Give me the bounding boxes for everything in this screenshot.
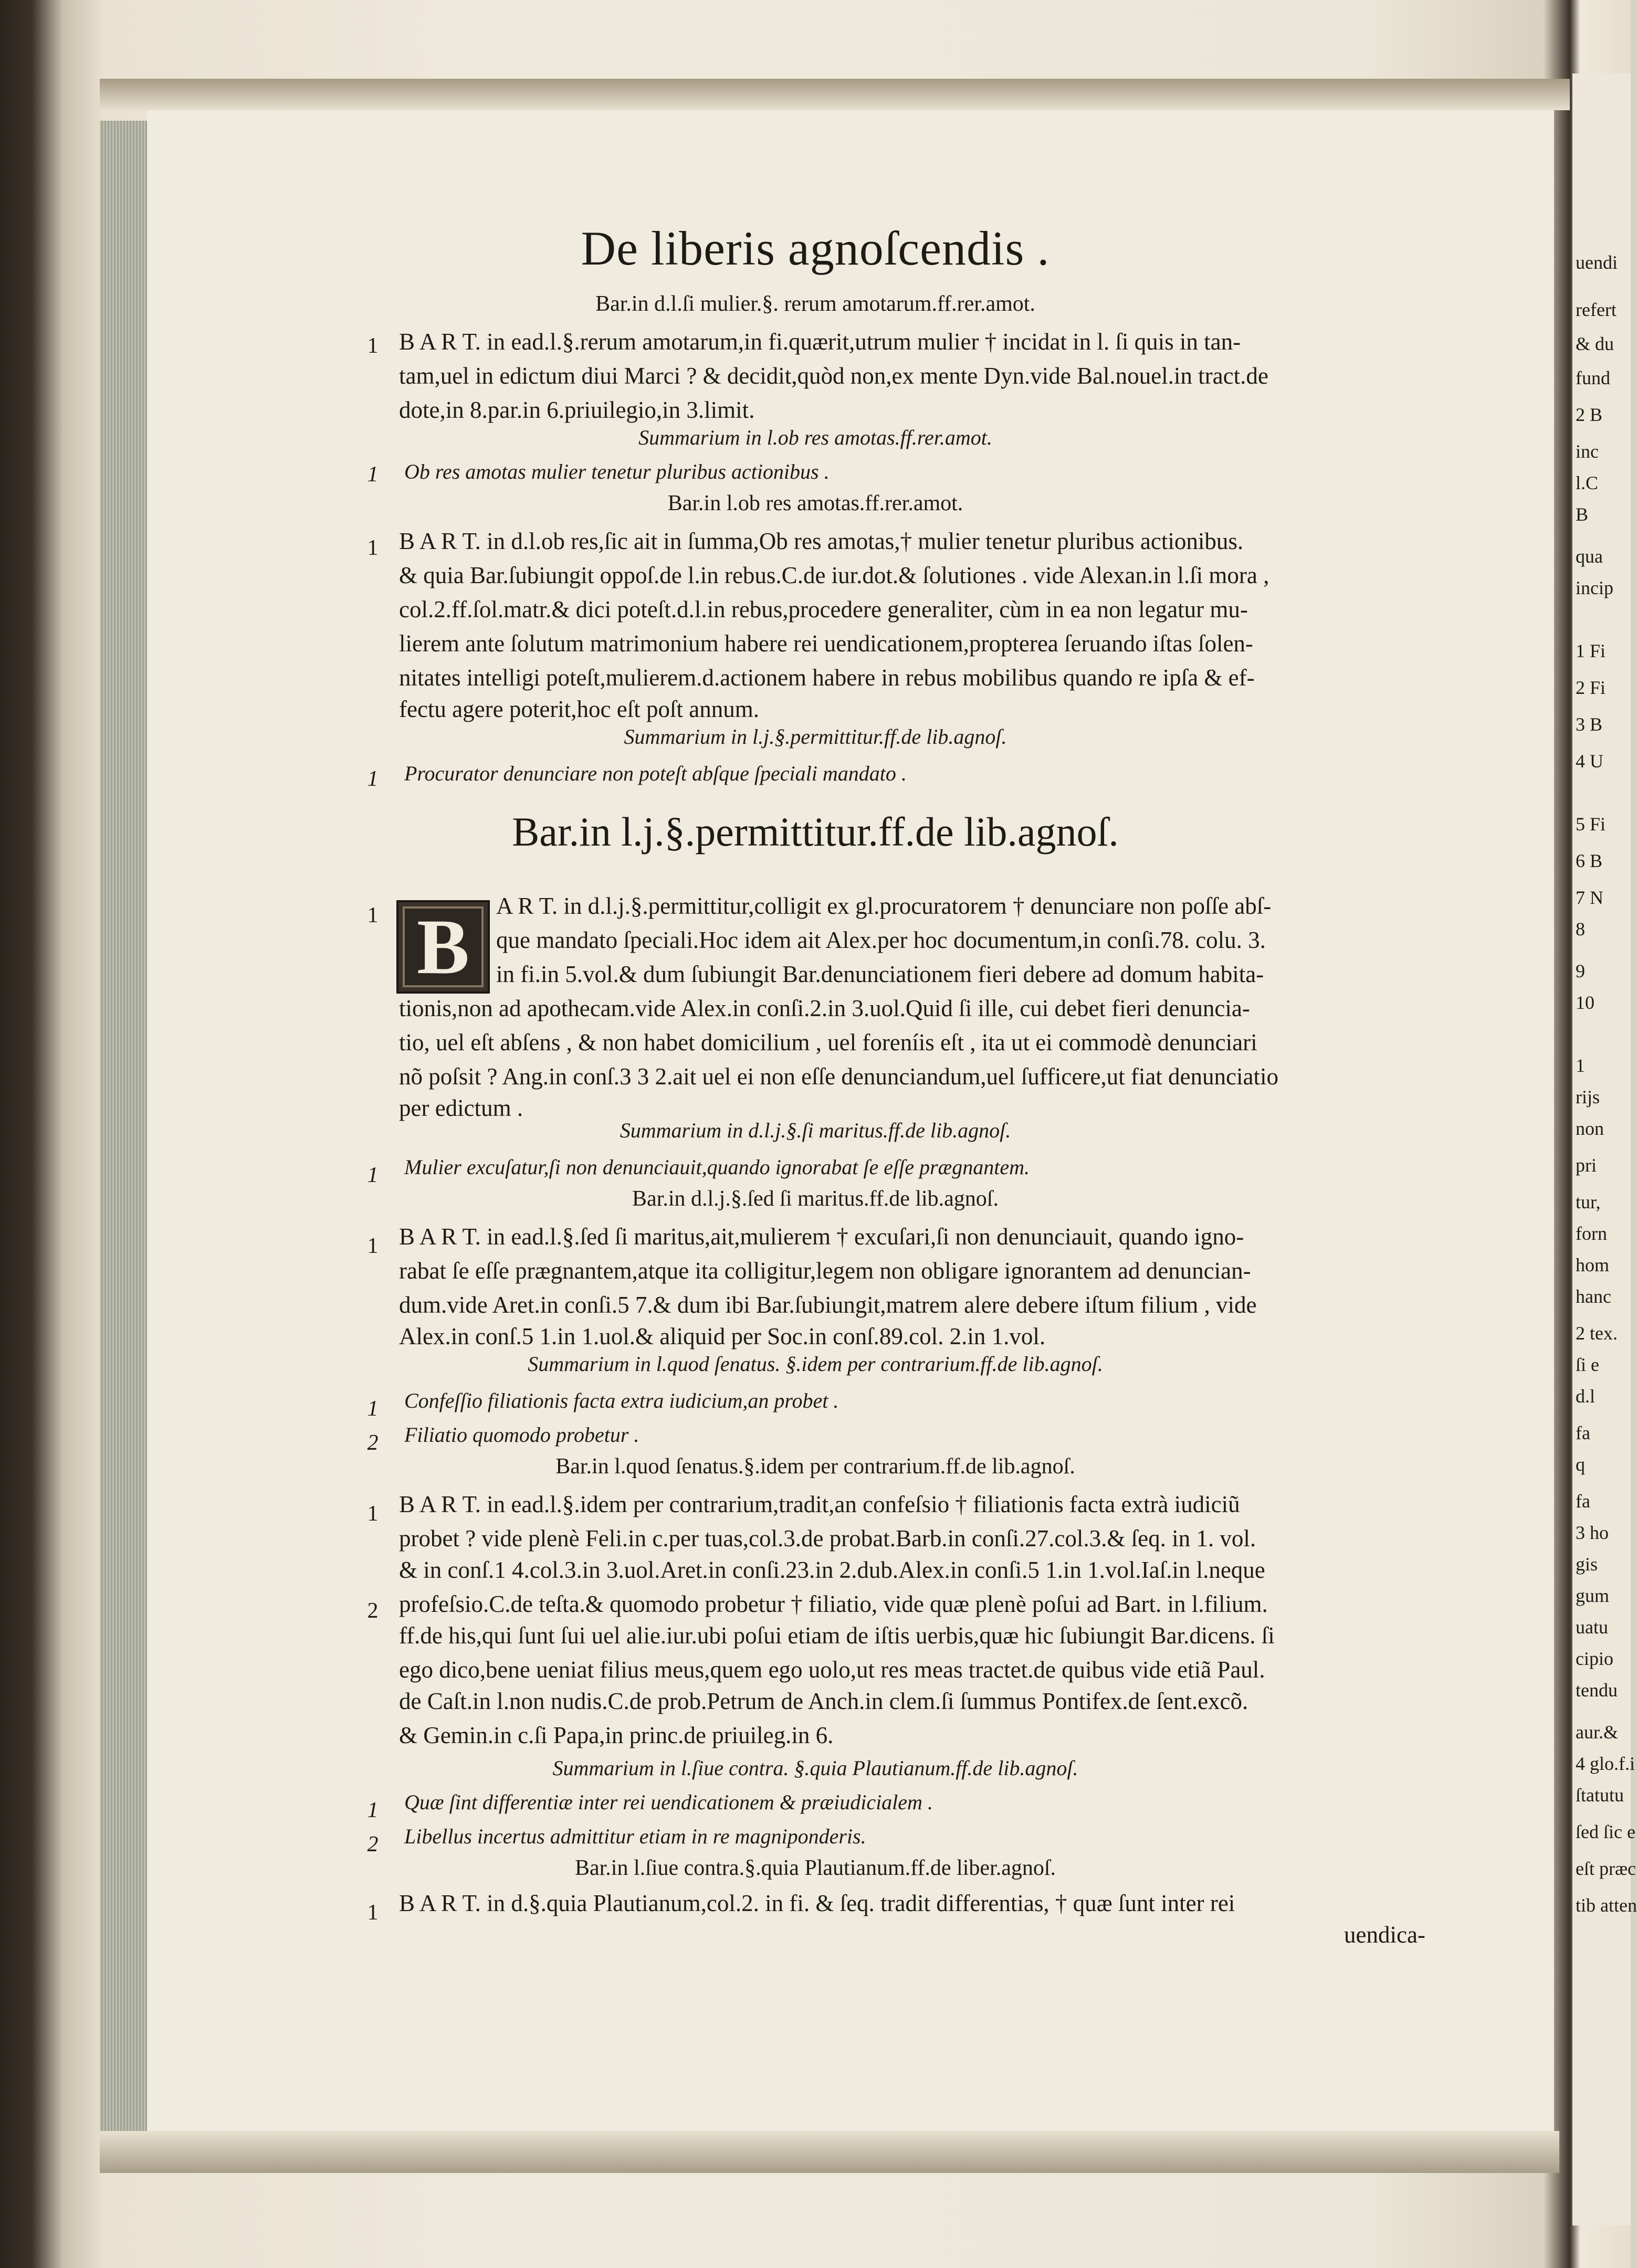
- facing-page-text: gum: [1576, 1585, 1610, 1606]
- note-number: 1: [367, 767, 379, 791]
- facing-page-text: aur.&: [1576, 1722, 1618, 1743]
- facing-page-text: 8: [1576, 919, 1585, 940]
- text-line: & Gemin.in c.ſi Papa,in princ.de priuileg.in 6.: [399, 1722, 834, 1748]
- page-title: De liberis agnoſcendis .: [581, 221, 1050, 275]
- summary-heading: Summarium in d.l.j.§.ſi maritus.ff.de lib.agnoſ.: [620, 1119, 1011, 1142]
- section-heading: Bar.in l.quod ſenatus.§.idem per contrarium.ff.de lib.agnoſ.: [555, 1454, 1075, 1479]
- summary-heading: Summarium in l.quod ſenatus. §.idem per contrarium.ff.de lib.agnoſ.: [528, 1352, 1103, 1376]
- facing-page-text: 2 tex.: [1576, 1323, 1618, 1344]
- margin-number: 1: [367, 1234, 379, 1258]
- facing-page-text: 1: [1576, 1055, 1585, 1076]
- text-line: de Caſt.in l.non nudis.C.de prob.Petrum de Anch.in clem.ſi ſummus Pontifex.de ſent.excõ.: [399, 1688, 1248, 1714]
- text-line: ff.de his,qui ſunt ſui uel alie.iur.ubi poſui etiam de iſtis uerbis,quæ hic ſubiungit Bar.dicens. ſi: [399, 1622, 1275, 1649]
- facing-page-text: 6 B: [1576, 850, 1603, 871]
- text-line: in fi.in 5.vol.& dum ſubiungit Bar.denunciationem fieri debere ad domum habita-: [496, 961, 1264, 987]
- summary-note: Mulier excuſatur,ſi non denunciauit,quando ignorabat ſe eſſe prægnantem.: [404, 1155, 1030, 1179]
- margin-number: 1: [367, 903, 379, 927]
- facing-page-text: pri: [1576, 1155, 1597, 1176]
- section-heading-large: Bar.in l.j.§.permittitur.ff.de lib.agnoſ.: [512, 809, 1119, 855]
- facing-page-text: l.C: [1576, 472, 1599, 493]
- facing-page-text: gis: [1576, 1554, 1598, 1575]
- note-number: 2: [367, 1431, 379, 1455]
- facing-page-text: ſtatutu: [1576, 1785, 1624, 1806]
- facing-page-text: 2 B: [1576, 404, 1603, 425]
- summary-note: Ob res amotas mulier tenetur pluribus actionibus .: [404, 460, 830, 483]
- facing-page-fragment: [1572, 73, 1637, 2225]
- text-line: rabat ſe eſſe prægnantem,atque ita colligitur,legem non obligare ignorantem ad denuncian-: [399, 1258, 1251, 1284]
- facing-page-text: 3 B: [1576, 714, 1603, 735]
- text-line: Alex.in conſ.5 1.in 1.uol.& aliquid per Soc.in conſ.89.col. 2.in 1.vol.: [399, 1323, 1046, 1349]
- facing-page-text: d.l: [1576, 1386, 1596, 1407]
- facing-page-text: 2 Fi: [1576, 677, 1606, 698]
- facing-page-text: forn: [1576, 1223, 1607, 1244]
- note-number: 1: [367, 1798, 379, 1822]
- text-line: fectu agere poterit,hoc eſt poſt annum.: [399, 696, 759, 722]
- text-line: col.2.ff.ſol.matr.& dici poteſt.d.l.in rebus,procedere generaliter, cùm in ea non legatur mu-: [399, 596, 1248, 623]
- margin-number: 1: [367, 536, 379, 560]
- summary-heading: Summarium in l.ob res amotas.ff.rer.amot.: [638, 426, 992, 449]
- facing-page-text: tur,: [1576, 1191, 1601, 1212]
- facing-page-text: 7 N: [1576, 887, 1603, 908]
- facing-page-text: refert: [1576, 299, 1617, 320]
- facing-page-text: 3 ho: [1576, 1522, 1609, 1543]
- facing-page-text: inc: [1576, 441, 1599, 462]
- text-line: B A R T. in d.§.quia Plautianum,col.2. in fi. & ſeq. tradit differentias, † quæ ſunt inter rei: [399, 1890, 1235, 1916]
- text-line: lierem ante ſolutum matrimonium habere rei uendicationem,propterea ſeruando iſtas ſolen-: [399, 630, 1253, 657]
- text-line: que mandato ſpeciali.Hoc idem ait Alex.per hoc documentum,in conſi.78. colu. 3.: [496, 927, 1266, 953]
- facing-page-text: non: [1576, 1118, 1604, 1139]
- text-line: A R T. in d.l.j.§.permittitur,colligit ex gl.procuratorem † denunciare non poſſe abſ-: [496, 893, 1272, 919]
- facing-page-text: incip: [1576, 577, 1613, 598]
- text-line: nõ poſsit ? Ang.in conſ.3 3 2.ait uel ei non eſſe denunciandum,uel ſufficere,ut fiat denunciatio: [399, 1063, 1278, 1090]
- text-line: B A R T. in ead.l.§.rerum amotarum,in fi.quærit,utrum mulier † incidat in l. ſi quis in tan-: [399, 329, 1241, 355]
- summary-note: Libellus incertus admittitur etiam in re magniponderis.: [404, 1824, 866, 1848]
- text-line: tam,uel in edictum diui Marci ? & decidit,quòd non,ex mente Dyn.vide Bal.nouel.in tract.de: [399, 363, 1268, 389]
- section-heading: Bar.in l.ſiue contra.§.quia Plautianum.ff.de liber.agnoſ.: [574, 1856, 1056, 1880]
- facing-page-text: tib atten: [1576, 1895, 1637, 1916]
- facing-page-text: fa: [1576, 1422, 1590, 1443]
- facing-page-text: 5 Fi: [1576, 814, 1606, 835]
- margin-number: 2: [367, 1599, 379, 1623]
- text-line: tionis,non ad apothecam.vide Alex.in conſi.2.in 3.uol.Quid ſi ille, cui debet fieri denuncia-: [399, 995, 1250, 1021]
- margin-number: 1: [367, 1502, 379, 1526]
- text-line: tio, uel eſt abſens , & non habet domicilium , uel foreníis eſt , ita ut ei commodè denunciari: [399, 1029, 1257, 1056]
- top-page-shadow: [100, 79, 1570, 110]
- facing-page-text: rijs: [1576, 1086, 1600, 1107]
- facing-page-text: 1 Fi: [1576, 640, 1606, 661]
- facing-page-text: fa: [1576, 1491, 1590, 1512]
- summary-heading: Summarium in l.ſiue contra. §.quia Plautianum.ff.de lib.agnoſ.: [552, 1756, 1078, 1780]
- facing-page-text: uatu: [1576, 1617, 1608, 1638]
- text-line: dote,in 8.par.in 6.priuilegio,in 3.limit.: [399, 397, 755, 423]
- facing-page-text: B: [1576, 504, 1589, 525]
- facing-page-text: ſi e: [1576, 1354, 1599, 1375]
- margin-number: 1: [367, 1901, 379, 1925]
- bottom-page-shadow: [100, 2131, 1559, 2173]
- summary-note: Quæ ſint differentiæ inter rei uendicationem & præiudicialem .: [404, 1790, 933, 1814]
- text-line: nitates intelligi poteſt,mulierem.d.actionem habere in rebus mobilibus quando re ipſa & ef-: [399, 664, 1255, 691]
- summary-note: Procurator denunciare non poteſt abſque ſpeciali mandato .: [404, 762, 907, 785]
- text-line: & quia Bar.ſubiungit oppoſ.de l.in rebus.C.de iur.dot.& ſolutiones . vide Alexan.in l.ſi mora ,: [399, 562, 1269, 588]
- section-heading: Bar.in l.ob res amotas.ff.rer.amot.: [667, 491, 963, 515]
- catchword: uendica-: [1344, 1922, 1425, 1948]
- text-line: probet ? vide plenè Feli.in c.per tuas,col.3.de probat.Barb.in conſi.27.col.3.& ſeq. in 1. vol.: [399, 1525, 1256, 1552]
- facing-page-text: hanc: [1576, 1286, 1611, 1307]
- facing-page-text: 10: [1576, 992, 1594, 1013]
- facing-page-text: uendi: [1576, 252, 1618, 273]
- decorated-initial: B: [396, 900, 490, 994]
- facing-page-text: ſed ſic e: [1576, 1821, 1635, 1842]
- facing-page-text: hom: [1576, 1254, 1610, 1275]
- text-line: dum.vide Aret.in conſi.5 7.& dum ibi Bar.ſubiungit,matrem alere debere iſtum filium , vide: [399, 1292, 1257, 1318]
- facing-page-text: eſt præc: [1576, 1858, 1636, 1879]
- text-line: B A R T. in ead.l.§.idem per contrarium,tradit,an confeſsio † filiationis facta extrà iudiciũ: [399, 1491, 1240, 1517]
- note-number: 1: [367, 1163, 379, 1187]
- margin-number: 1: [367, 334, 379, 358]
- note-number: 2: [367, 1832, 379, 1856]
- text-line: per edictum .: [399, 1095, 523, 1121]
- text-line: profeſsio.C.de teſta.& quomodo probetur † filiatio, vide quæ plenè poſui ad Bart. in l.filium.: [399, 1591, 1268, 1617]
- facing-page-text: 4 glo.f.i: [1576, 1753, 1635, 1774]
- facing-page-text: cipio: [1576, 1648, 1613, 1669]
- text-line: ego dico,bene ueniat filius meus,quem ego uolo,ut res meas tractet.de quibus vide etiã Paul.: [399, 1657, 1265, 1683]
- facing-page-text: q: [1576, 1454, 1585, 1475]
- facing-page-text: 9: [1576, 961, 1585, 982]
- facing-page-text: fund: [1576, 367, 1610, 388]
- note-number: 1: [367, 462, 379, 487]
- summary-note: Confeſſio filiationis facta extra iudicium,an probet .: [404, 1389, 839, 1412]
- facing-page-text: & du: [1576, 333, 1614, 354]
- summary-note: Filiatio quomodo probetur .: [404, 1423, 639, 1447]
- summary-heading: Summarium in l.j.§.permittitur.ff.de lib.agnoſ.: [624, 725, 1007, 748]
- text-line: & in conſ.1 4.col.3.in 3.uol.Aret.in conſi.23.in 2.dub.Alex.in conſi.5 1.in 1.vol.Iaſ.in l.neque: [399, 1557, 1265, 1583]
- facing-page-text: tendu: [1576, 1680, 1618, 1701]
- section-heading: Bar.in d.l.j.§.ſed ſi maritus.ff.de lib.agnoſ.: [632, 1187, 999, 1211]
- text-line: B A R T. in ead.l.§.ſed ſi maritus,ait,mulierem † excuſari,ſi non denunciauit, quando igno-: [399, 1223, 1244, 1250]
- text-line: B A R T. in d.l.ob res,ſic ait in ſumma,Ob res amotas,† mulier tenetur pluribus actionibus.: [399, 528, 1244, 554]
- facing-page-text: qua: [1576, 546, 1603, 567]
- section-heading: Bar.in d.l.ſi mulier.§. rerum amotarum.ff.rer.amot.: [595, 292, 1035, 316]
- note-number: 1: [367, 1397, 379, 1421]
- facing-page-text: 4 U: [1576, 751, 1603, 772]
